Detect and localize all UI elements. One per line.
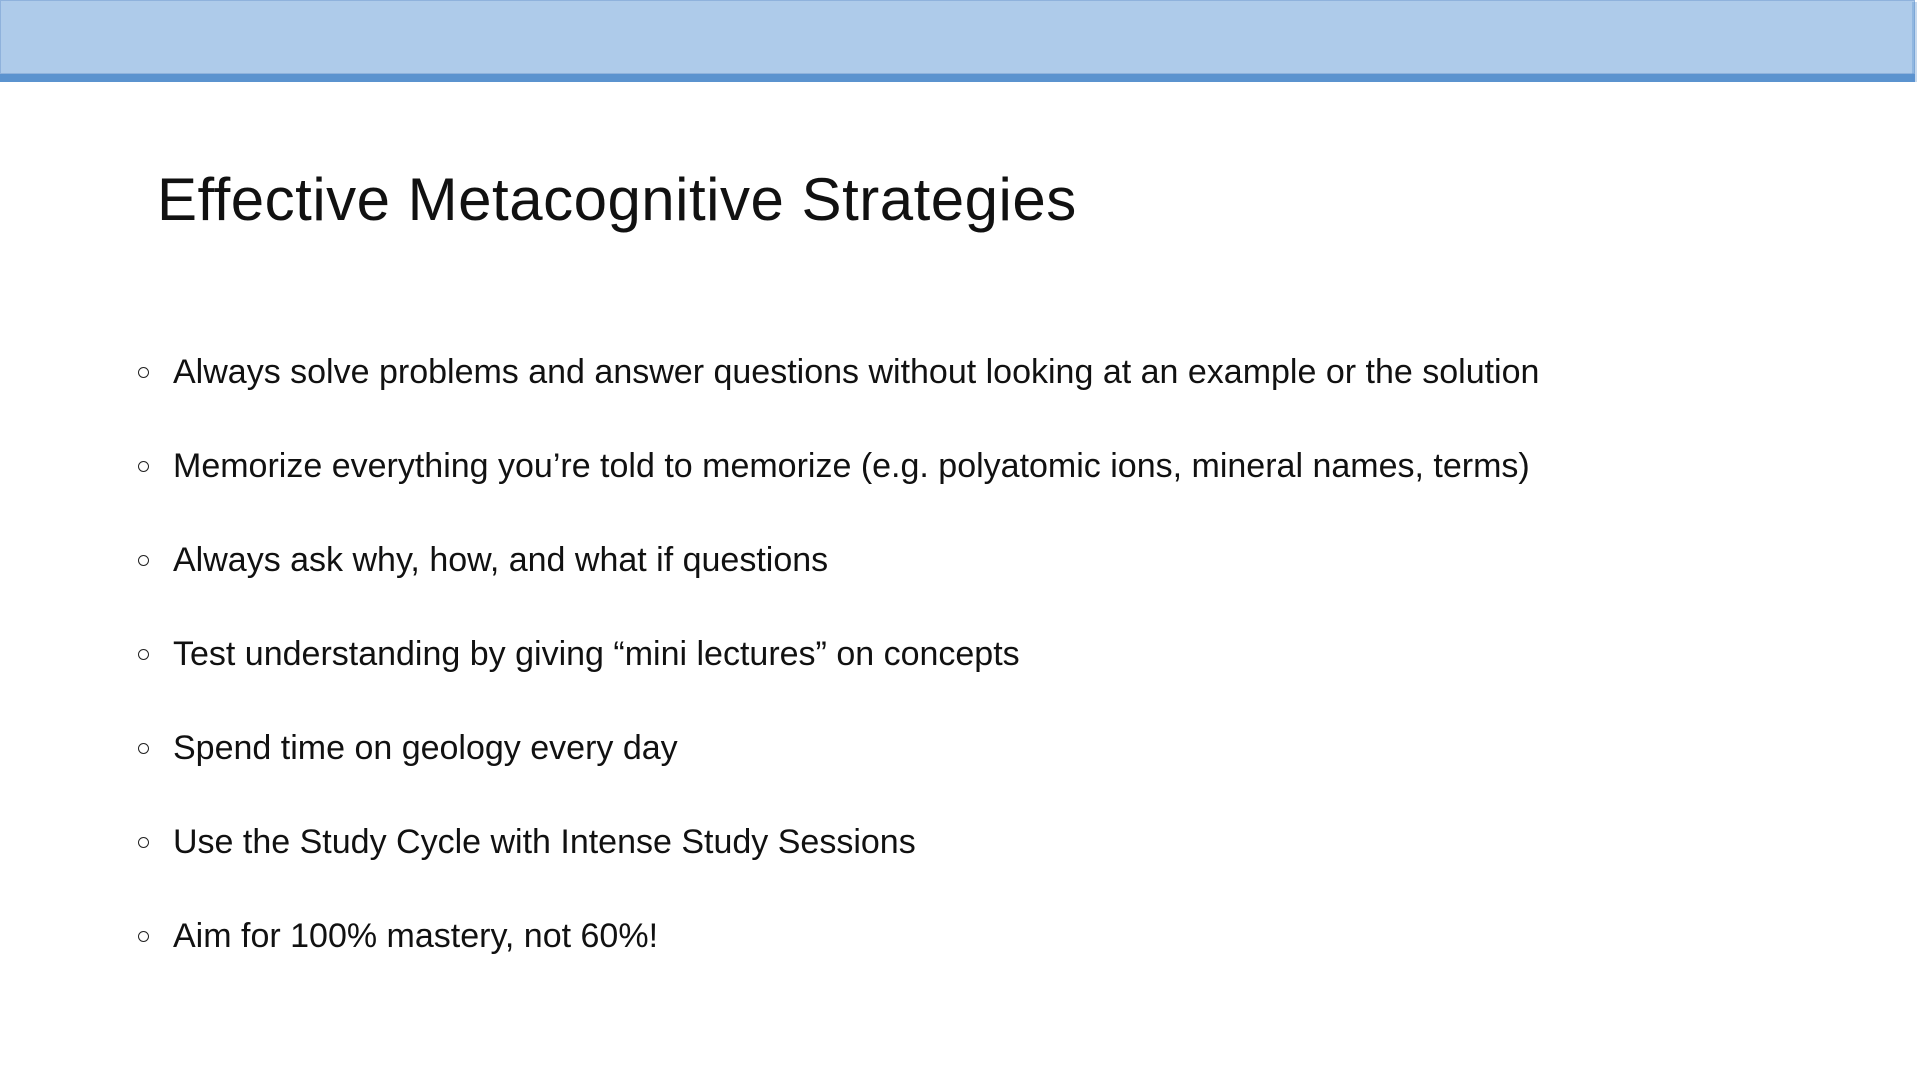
hollow-circle-bullet-icon — [138, 461, 149, 472]
hollow-circle-bullet-icon — [138, 367, 149, 378]
bullet-text: Always ask why, how, and what if questions — [173, 541, 829, 579]
bullet-text: Always solve problems and answer questions without looking at an example or the solution — [173, 353, 1540, 391]
hollow-circle-bullet-icon — [138, 555, 149, 566]
bullet-text: Memorize everything you’re told to memorize (e.g. polyatomic ions, mineral names, terms) — [173, 447, 1530, 485]
header-band-shadow — [1912, 2, 1917, 82]
hollow-circle-bullet-icon — [138, 837, 149, 848]
slide-title: Effective Metacognitive Strategies — [157, 166, 1077, 233]
bullet-text: Use the Study Cycle with Intense Study Sessions — [173, 823, 916, 861]
bullet-text: Spend time on geology every day — [173, 729, 678, 767]
bullet-item — [138, 914, 1539, 1008]
bullet-item — [138, 726, 1539, 820]
header-band — [0, 0, 1915, 74]
bullet-item — [138, 444, 1539, 538]
hollow-circle-bullet-icon — [138, 743, 149, 754]
bullet-item — [138, 820, 1539, 914]
bullet-list — [138, 350, 1539, 1008]
bullet-item — [138, 632, 1539, 726]
hollow-circle-bullet-icon — [138, 931, 149, 942]
bullet-text: Test understanding by giving “mini lectures” on concepts — [173, 635, 1020, 673]
hollow-circle-bullet-icon — [138, 649, 149, 660]
bullet-item — [138, 538, 1539, 632]
header-band-edge — [0, 74, 1915, 82]
bullet-item — [138, 350, 1539, 444]
bullet-text: Aim for 100% mastery, not 60%! — [173, 917, 659, 955]
